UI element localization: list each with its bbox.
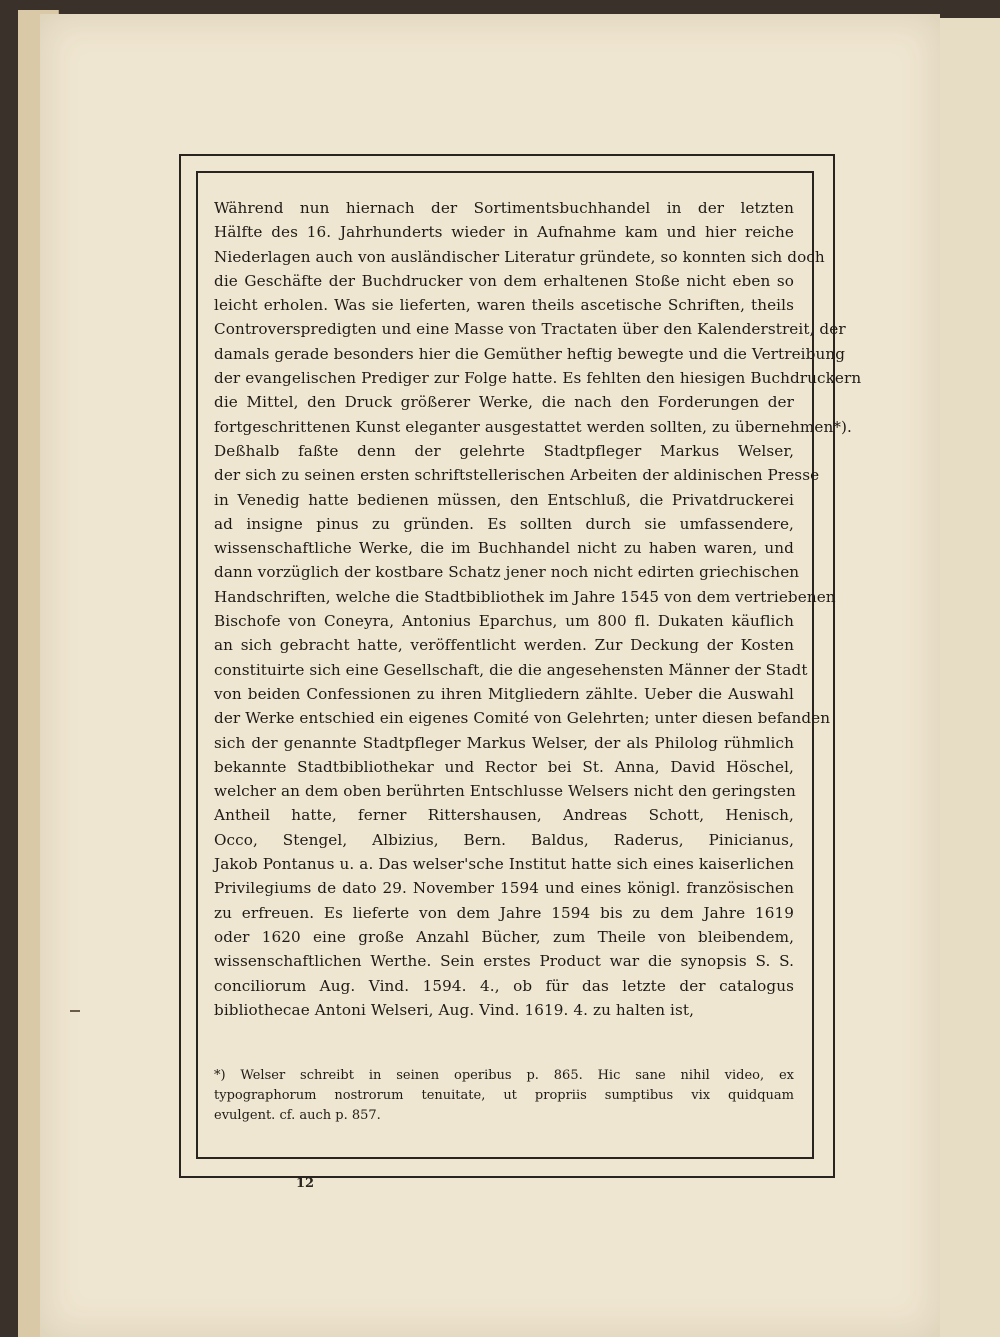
text-line: fortgeschrittenen Kunst eleganter ausgestattet werden sollten, zu übernehmen*). <box>214 417 852 436</box>
text-line: constituirte sich eine Gesellschaft, die die angesehensten Männer der Stadt <box>214 660 808 679</box>
text-line: die Geschäfte der Buchdrucker von dem erhaltenen Stoße nicht eben so <box>214 271 794 290</box>
text-line: zu erfreuen. Es lieferte von dem Jahre 1594 bis zu dem Jahre 1619 <box>214 903 794 922</box>
text-line: conciliorum Aug. Vind. 1594. 4., ob für das letzte der catalogus <box>214 976 794 995</box>
text-line: Jakob Pontanus u. a. Das welser'sche Institut hatte sich eines kaiserlichen <box>214 855 794 874</box>
footnote-line: typographorum nostrorum tenuitate, ut propriis sumptibus vix quidquam <box>214 1088 794 1103</box>
text-line: Controverspredigten und eine Masse von Tractaten über den Kalenderstreit, der <box>214 320 846 339</box>
body-text <box>214 196 862 1022</box>
text-line: Antheil hatte, ferner Rittershausen, Andreas Schott, Henisch, <box>214 806 794 825</box>
text-line: die Mittel, den Druck größerer Werke, die nach den Forderungen der <box>214 393 794 412</box>
text-line: Niederlagen auch von ausländischer Literatur gründete, so konnten sich doch <box>214 247 825 266</box>
margin-mark <box>70 1010 80 1012</box>
text-line: in Venedig hatte bedienen müssen, den Entschluß, die Privatdruckerei <box>214 490 794 509</box>
text-line: dann vorzüglich der kostbare Schatz jener noch nicht edirten griechischen <box>214 563 800 582</box>
text-line: von beiden Confessionen zu ihren Mitgliedern zählte. Ueber die Auswahl <box>214 684 794 703</box>
text-line: welcher an dem oben berührten Entschlusse Welsers nicht den geringsten <box>214 782 796 801</box>
text-line: Bischofe von Coneyra, Antonius Eparchus, um 800 fl. Dukaten käuflich <box>214 612 794 631</box>
text-line: Hälfte des 16. Jahrhunderts wieder in Aufnahme kam und hier reiche <box>214 223 794 242</box>
text-line: der Werke entschied ein eigenes Comité von Gelehrten; unter diesen befanden <box>214 709 831 728</box>
text-line: der sich zu seinen ersten schriftstellerischen Arbeiten der aldinischen Presse <box>214 466 820 485</box>
text-line: Während nun hiernach der Sortimentsbuchhandel in der letzten <box>214 199 794 217</box>
text-line: wissenschaftlichen Werthe. Sein erstes Product war die synopsis S. S. <box>214 952 794 971</box>
text-line: Handschriften, welche die Stadtbibliothek im Jahre 1545 von dem vertriebenen <box>214 587 836 606</box>
text-line: an sich gebracht hatte, veröffentlicht werden. Zur Deckung der Kosten <box>214 636 794 655</box>
footnote-line: evulgent. cf. auch p. 857. <box>214 1108 381 1123</box>
text-line: oder 1620 eine große Anzahl Bücher, zum Theile von bleibendem, <box>214 927 794 946</box>
text-line: Deßhalb faßte denn der gelehrte Stadtpfleger Markus Welser, <box>214 441 794 460</box>
text-line: leicht erholen. Was sie lieferten, waren theils ascetische Schriften, theils <box>214 296 794 315</box>
text-line: bekannte Stadtbibliothekar und Rector bei St. Anna, David Höschel, <box>214 757 794 776</box>
page-number: 12 <box>296 1176 315 1191</box>
footnote-line: *) Welser schreibt in seinen operibus p. 865. Hic sane nihil video, ex <box>214 1068 794 1083</box>
footnote <box>214 1066 794 1126</box>
text-line: Occo, Stengel, Albizius, Bern. Baldus, Raderus, Pinicianus, <box>214 830 794 849</box>
text-line: der evangelischen Prediger zur Folge hatte. Es fehlten den hiesigen Buchdruckern <box>214 369 862 388</box>
text-line: ad insigne pinus zu gründen. Es sollten durch sie umfassendere, <box>214 514 794 533</box>
text-line: wissenschaftliche Werke, die im Buchhandel nicht zu haben waren, und <box>214 539 794 558</box>
text-line: Privilegiums de dato 29. November 1594 und eines königl. französischen <box>214 879 794 898</box>
text-line: sich der genannte Stadtpfleger Markus Welser, der als Philolog rühmlich <box>214 733 794 752</box>
text-line: damals gerade besonders hier die Gemüther heftig bewegte und die Vertreibung <box>214 344 846 363</box>
page-edge-right <box>934 18 1000 1337</box>
text-line: bibliothecae Antoni Welseri, Aug. Vind. 1619. 4. zu halten ist, <box>214 1000 694 1019</box>
